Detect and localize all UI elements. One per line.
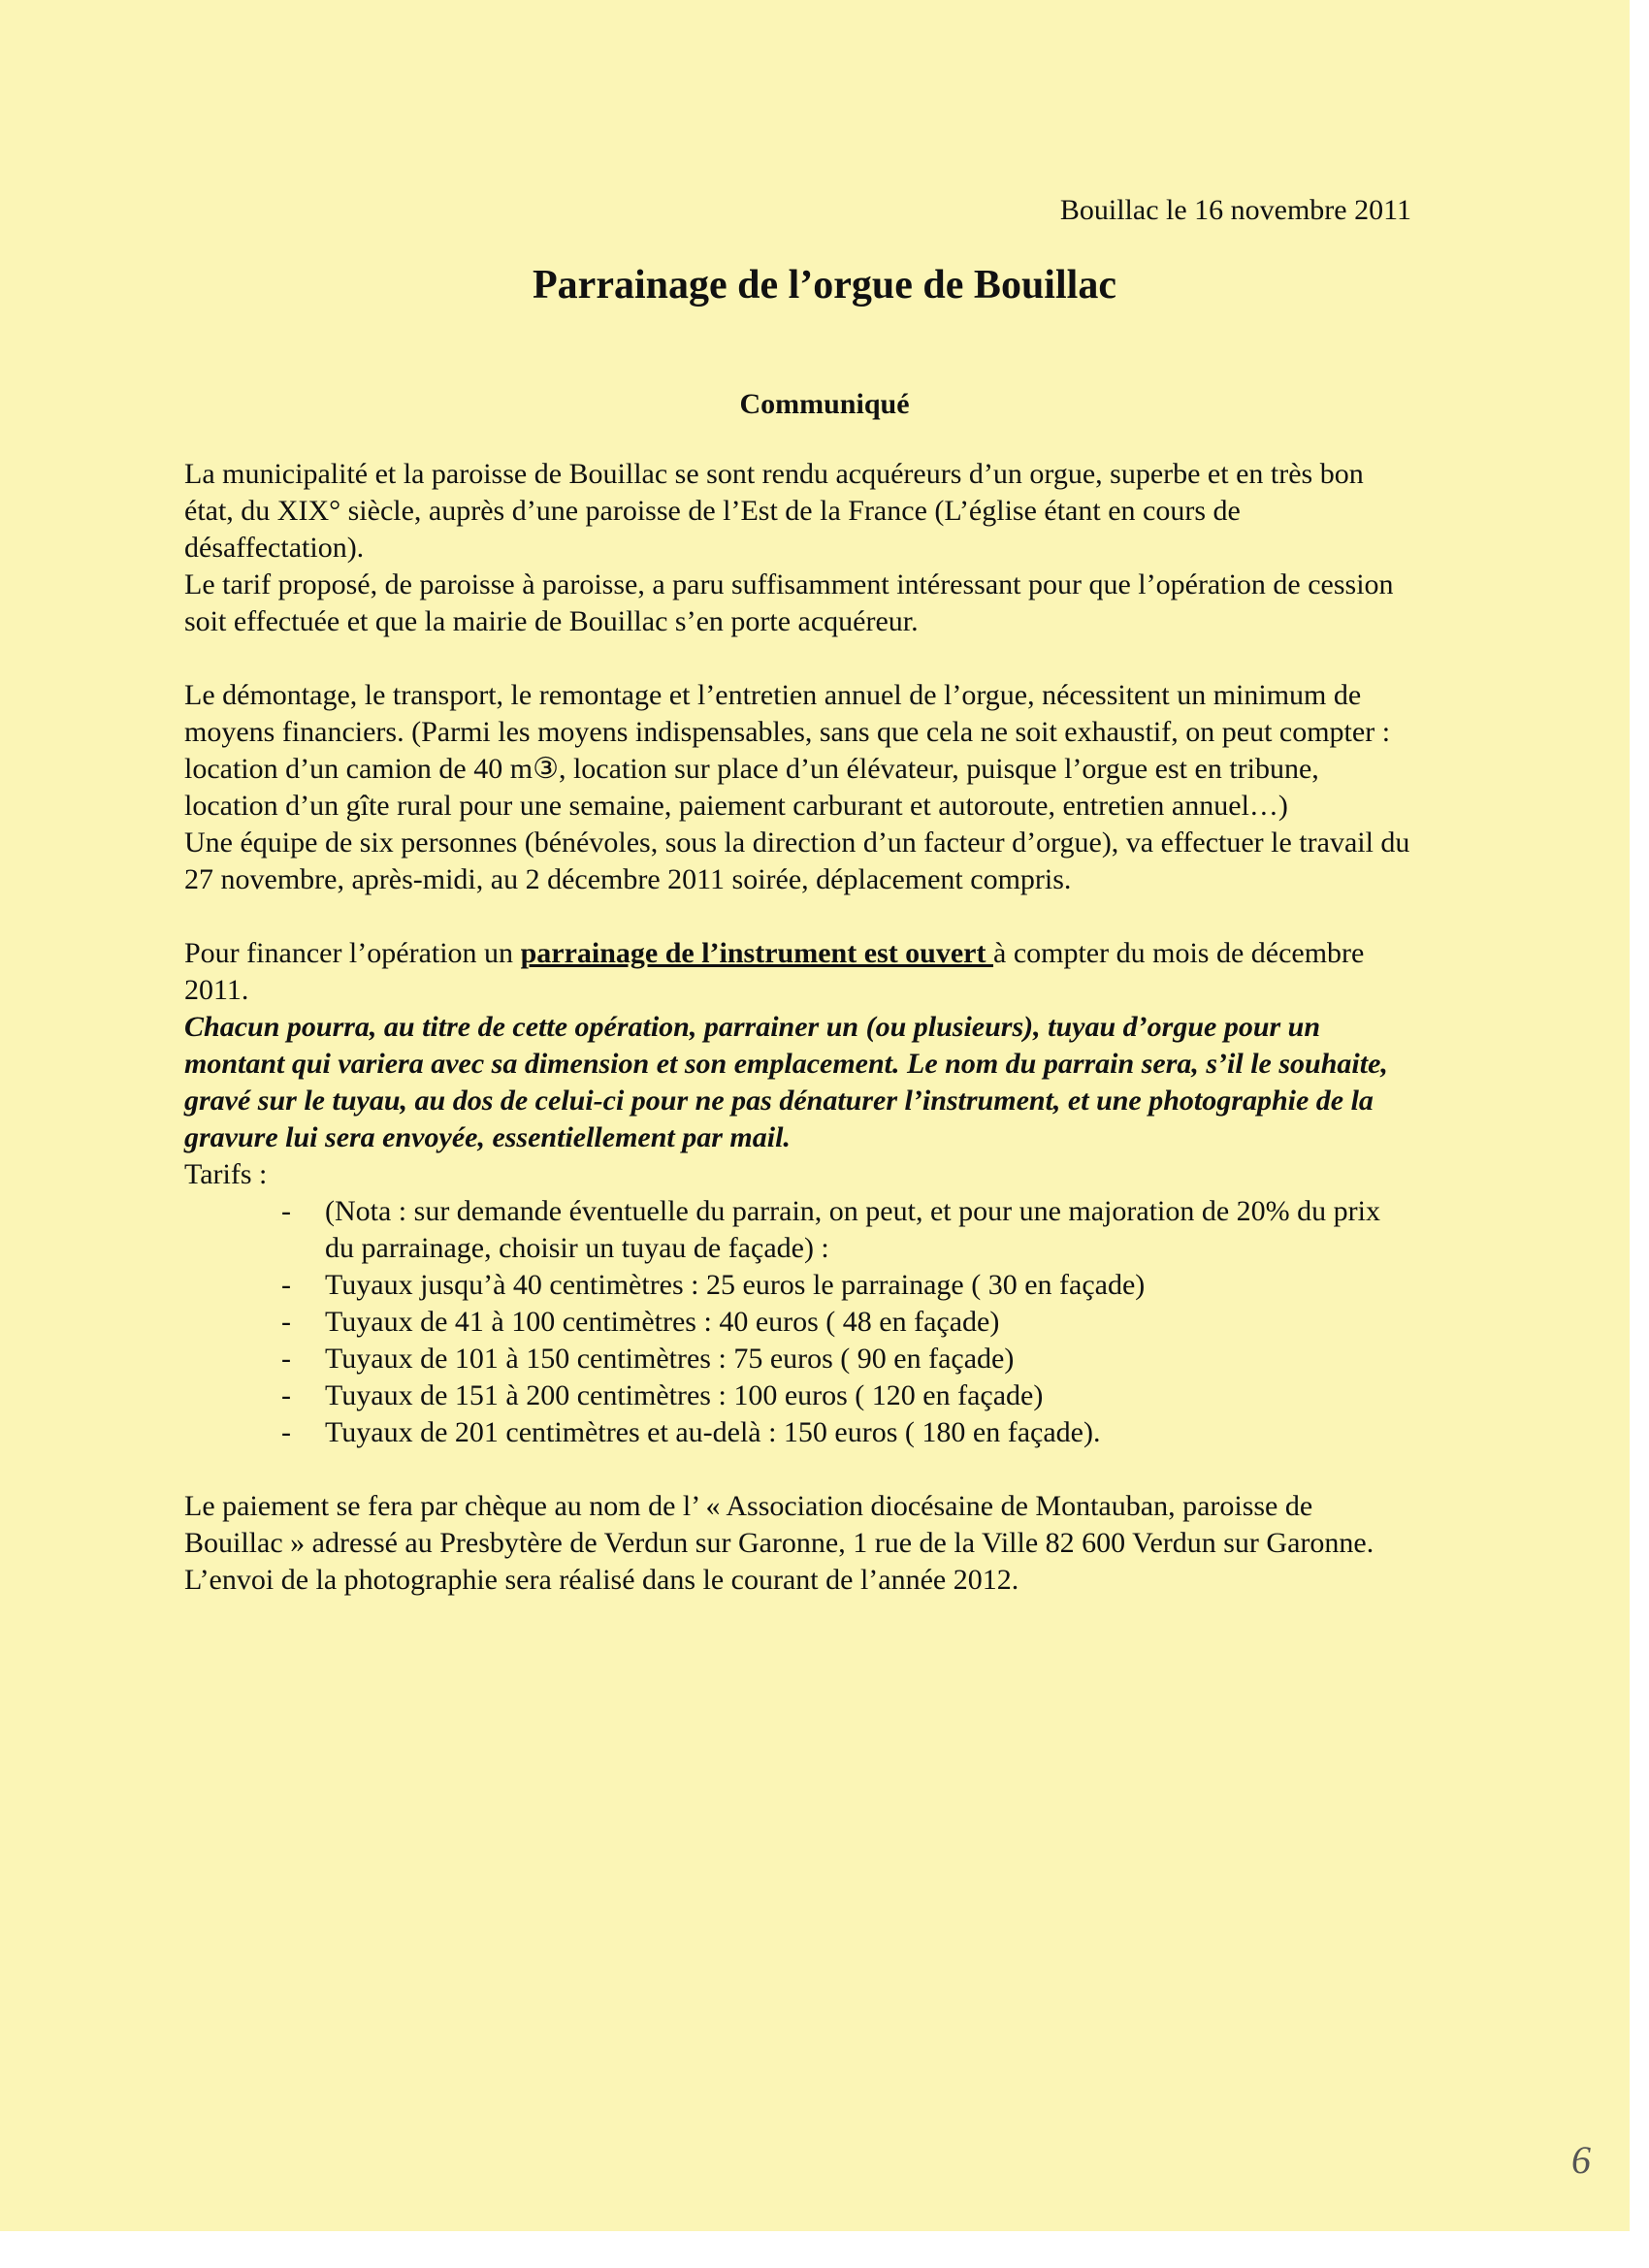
dash-bullet: - bbox=[281, 1379, 291, 1411]
dash-bullet: - bbox=[281, 1416, 291, 1448]
paragraph-parrainage: Chacun pourra, au titre de cette opération, parrainer un (ou plusieurs), tuyau d’orgue pour un montant qui variera avec sa dimension et son emplacement. Le nom du parrain sera, s’il le souhaite, gravé sur le tuyau, au dos de celui-ci pour ne pas dénaturer l’instrument, et une photographie de la gravure lui sera envoyée, essentiellement par mail. bbox=[184, 1011, 1388, 1153]
tarifs-heading: Tarifs : bbox=[184, 1158, 268, 1190]
page-number-mark: 6 bbox=[1571, 2138, 1591, 2182]
tarif-item bbox=[281, 1304, 1416, 1341]
tarif-item-text: Tuyaux de 201 centimètres et au-delà : 150 euros ( 180 en façade). bbox=[325, 1416, 1101, 1448]
tarif-list bbox=[184, 1193, 1416, 1451]
dash-bullet: - bbox=[281, 1343, 291, 1375]
financement-text-end: à compter du mois de décembre 2011. bbox=[184, 937, 1365, 1006]
tarif-item bbox=[281, 1414, 1416, 1451]
paragraph-demontage: Le démontage, le transport, le remontage et l’entretien annuel de l’orgue, nécessitent un minimum de moyens financiers. (Parmi les moyens indispensables, sans que cela ne soit exhaustif, on peut compter : location d’un camion de 40 m③, location sur place d’un élévateur, puisque l’orgue est en tribune, location d’un gîte rural pour une semaine, paiement carburant et autoroute, entretien annuel…) bbox=[184, 679, 1391, 822]
tarif-item bbox=[281, 1267, 1416, 1304]
paragraph-tarif: Le tarif proposé, de paroisse à paroisse, a paru suffisamment intéressant pour que l’opération de cession soit effectuée et que la mairie de Bouillac s’en porte acquéreur. bbox=[184, 568, 1394, 637]
tarif-item-text: Tuyaux de 151 à 200 centimètres : 100 euros ( 120 en façade) bbox=[325, 1379, 1044, 1411]
financement-underlined: parrainage de l’instrument est ouvert bbox=[520, 937, 993, 969]
document-title: Parrainage de l’orgue de Bouillac bbox=[533, 263, 1116, 308]
tarif-item bbox=[281, 1193, 1416, 1267]
dash-bullet: - bbox=[281, 1195, 291, 1227]
tarif-item-text: (Nota : sur demande éventuelle du parrain, on peut, et pour une majoration de 20% du prix du parrainage, choisir un tuyau de façade) : bbox=[325, 1195, 1380, 1264]
tarif-item-text: Tuyaux de 101 à 150 centimètres : 75 euros ( 90 en façade) bbox=[325, 1343, 1015, 1375]
dash-bullet: - bbox=[281, 1269, 291, 1301]
tarif-item-text: Tuyaux jusqu’à 40 centimètres : 25 euros le parrainage ( 30 en façade) bbox=[325, 1269, 1146, 1301]
paragraph-paiement: Le paiement se fera par chèque au nom de l’ « Association diocésaine de Montauban, paroisse de Bouillac » adressé au Presbytère de Verdun sur Garonne, 1 rue de la Ville 82 600 Verdun sur Garonne. L’envoi de la photographie sera réalisé dans le courant de l’année 2012. bbox=[184, 1490, 1374, 1596]
paragraph-equipe: Une équipe de six personnes (bénévoles, sous la direction d’un facteur d’orgue), va effectuer le travail du 27 novembre, après-midi, au 2 décembre 2011 soirée, déplacement compris. bbox=[184, 826, 1410, 895]
dash-bullet: - bbox=[281, 1306, 291, 1338]
document-subtitle: Communiqué bbox=[739, 388, 910, 420]
document-body bbox=[184, 456, 1416, 1599]
tarif-item-text: Tuyaux de 41 à 100 centimètres : 40 euros ( 48 en façade) bbox=[325, 1306, 1000, 1338]
financement-text-start: Pour financer l’opération un bbox=[184, 937, 521, 969]
paragraph-acquisition: La municipalité et la paroisse de Bouillac se sont rendu acquéreurs d’un orgue, superbe et en très bon état, du XIX° siècle, auprès d’une paroisse de l’Est de la France (L’église étant en cours de désaffectation). bbox=[184, 458, 1364, 564]
tarif-item bbox=[281, 1341, 1416, 1377]
paragraph-financement bbox=[184, 935, 1416, 1009]
document-date: Bouillac le 16 novembre 2011 bbox=[1059, 194, 1411, 226]
tarif-item bbox=[281, 1377, 1416, 1414]
